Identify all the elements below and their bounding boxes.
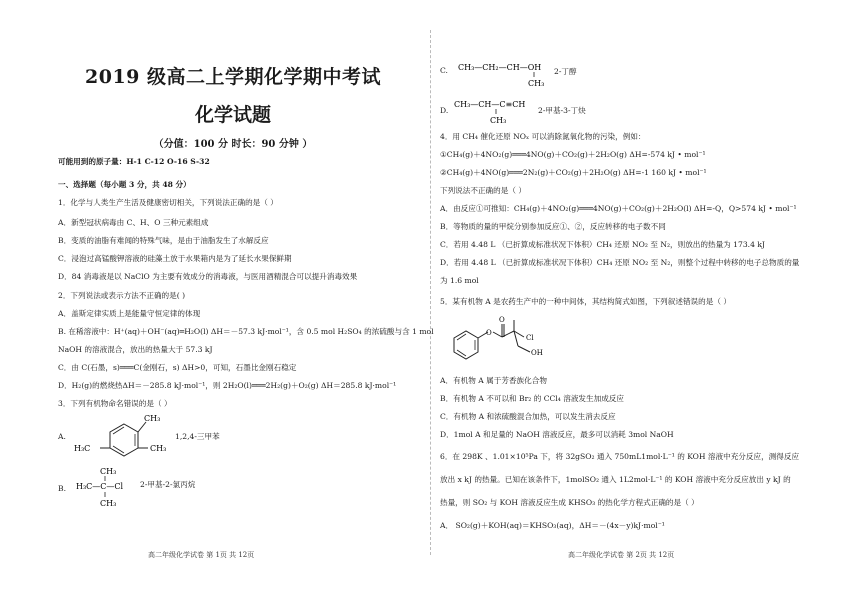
left-column	[58, 0, 434, 595]
q3-option-c-name: 2-丁醇	[554, 67, 577, 76]
q2-option-a: A．盖斯定律实质上是能量守恒定律的体现	[58, 309, 201, 318]
right-column	[440, 0, 815, 595]
q3-option-b-name: 2-甲基-2-氯丙烷	[140, 480, 196, 489]
q5-option-b: B．有机物 A 不可以和 Br₂ 的 CCl₄ 溶液发生加成反应	[440, 394, 624, 403]
q6-option-a: A． SO₂(g)＋KOH(aq)＝KHSO₃(aq)，ΔH＝－(4x－y)kJ·mol⁻¹	[440, 521, 665, 530]
q4-option-a: A．由反应①可推知：CH₄(g)＋4NO₂(g)═══4NO(g)＋CO₂(g)＋2H₂O(l) ΔH=-Q，Q>574 kJ • mol⁻¹	[440, 204, 797, 213]
q3b-top: CH₃	[100, 467, 117, 476]
q2-option-b-line1: B. 在稀溶液中：H⁺(aq)＋OH⁻(aq)═H₂O(l) ΔH＝－57.3 kJ·mol⁻¹，含 0.5 mol H₂SO₄ 的浓硫酸与含 1 mol	[58, 327, 434, 336]
q3-option-a-name: 1,2,4-三甲苯	[175, 432, 220, 441]
q5-option-d: D．1mol A 和足量的 NaOH 溶液反应，最多可以消耗 3mol NaOH	[440, 430, 674, 439]
q1-option-c: C．浸泡过高锰酸钾溶液的硅藻土放于水果箱内是为了延长水果保鲜期	[58, 254, 292, 263]
section-heading: 一、选择题（每小题 3 分，共 48 分）	[58, 180, 191, 189]
column-divider	[430, 30, 431, 555]
q1-option-b: B．变质的油脂有难闻的特殊气味，是由于油脂发生了水解反应	[58, 236, 269, 245]
q5-option-c: C．有机物 A 和浓硫酸混合加热，可以发生消去反应	[440, 412, 616, 421]
q3d-main: CH₃—CH—C≡CH	[454, 100, 526, 109]
footer-left: 高二年级化学试卷 第 1页 共 12页	[148, 551, 255, 559]
q4-option-d-line2: 为 1.6 mol	[440, 276, 479, 285]
q4-option-d-line1: D．若用 4.48 L （已折算成标准状况下体积）CH₄ 还原 NO₂ 至 N₂，则整个过程中转移的电子总物质的量	[440, 258, 800, 267]
q3-option-a-label: A.	[58, 432, 66, 441]
hydroxyl-label: OH	[531, 349, 543, 357]
chloropropane-structure	[72, 464, 142, 510]
q5-option-a: A．有机物 A 属于芳香族化合物	[440, 376, 547, 385]
q4-ask: 下列说法不正确的是（ ）	[440, 186, 526, 195]
q4-option-c: C．若用 4.48 L （已折算成标准状况下体积）CH₄ 还原 NO₂ 至 N₂，则放出的热量为 173.4 kJ	[440, 240, 765, 249]
q4-equation-2: ②CH₄(g)＋4NO(g)═══2N₂(g)＋CO₂(g)＋2H₂O(g) ΔH=-1 160 kJ • mol⁻¹	[440, 168, 707, 177]
q3-option-d-label: D.	[440, 106, 449, 115]
q3a-methyl-left: H₃C	[74, 444, 91, 453]
q3-option-d-name: 2-甲基-3-丁炔	[538, 106, 586, 115]
q3a-methyl-right: CH₃	[150, 444, 167, 453]
score-time-line: （分值：100 分 时长：90 分钟 ）	[153, 139, 313, 150]
q4-stem: 4．用 CH₄ 催化还原 NOₓ 可以消除氮氧化物的污染，例如：	[440, 132, 646, 141]
q3-option-b-label: B.	[58, 484, 66, 493]
q1-option-d: D．84 消毒液是以 NaClO 为主要有效成分的消毒液，与医用酒精混合可以提升消毒效果	[58, 272, 358, 281]
q1-stem: 1．化学与人类生产生活及健康密切相关，下列说法正确的是（ ）	[58, 198, 278, 207]
q2-stem: 2．下列说法或表示方法不正确的是( )	[58, 291, 186, 300]
q2-option-b-line2: NaOH 的溶液混合，放出的热量大于 57.3 kJ	[58, 345, 213, 354]
ester-oxygen: O	[486, 329, 492, 337]
q5-stem: 5．某有机物 A 是农药生产中的一种中间体，其结构简式如图，下列叙述错误的是（ ）	[440, 297, 731, 306]
chlorine-label: Cl	[526, 334, 534, 342]
exam-title: 2019 级高二上学期化学期中考试	[85, 66, 381, 88]
exam-subtitle: 化学试题	[194, 104, 271, 126]
q3c-main: CH₃—CH₂—CH—OH	[458, 63, 542, 72]
q6-line-3: 热量，则 SO₂ 与 KOH 溶液反应生成 KHSO₃ 的热化学方程式正确的是（ ）	[440, 498, 699, 507]
q3-option-c-label: C.	[440, 66, 448, 75]
compound-a-structure	[440, 312, 560, 370]
q2-option-c: C．由 C(石墨，s)═══C(金刚石，s) ΔH>0，可知，石墨比金刚石稳定	[58, 363, 297, 372]
q3a-methyl-top: CH₃	[144, 414, 161, 423]
trimethylbenzene-structure	[72, 410, 182, 466]
q3b-mid: H₃C—C—Cl	[76, 482, 124, 491]
q4-equation-1: ①CH₄(g)＋4NO₂(g)═══4NO(g)＋CO₂(g)＋2H₂O(g) ΔH=-574 kJ • mol⁻¹	[440, 150, 706, 159]
q3d-sub: CH₃	[490, 116, 507, 125]
q3b-bot: CH₃	[100, 499, 117, 508]
q6-line-2: 放出 x kJ 的热量。已知在该条件下，1molSO₂ 通入 1L2mol·L⁻¹ 的 KOH 溶液中充分反应放出 y kJ 的	[440, 475, 791, 484]
q6-line-1: 6．在 298K 、1.01×10⁵Pa 下，将 32gSO₂ 通入 750mL1mol·L⁻¹ 的 KOH 溶液中充分反应，测得反应	[440, 452, 800, 461]
q3-stem: 3．下列有机物命名错误的是（ ）	[58, 399, 172, 408]
q1-option-a: A．新型冠状病毒由 C、H、O 三种元素组成	[58, 218, 209, 227]
q4-option-b: B．等物质的量的甲烷分别参加反应①、②，反应转移的电子数不同	[440, 222, 666, 231]
atomic-mass-line: 可能用到的原子量：H-1 C-12 O-16 S-32	[58, 157, 210, 166]
carbonyl-oxygen: O	[499, 316, 505, 324]
q2-option-d: D．H₂(g)的燃烧热ΔH＝－285.8 kJ·mol⁻¹，则 2H₂O(l)═══2H₂(g)＋O₂(g) ΔH＝285.8 kJ·mol⁻¹	[58, 381, 397, 390]
footer-right: 高二年级化学试卷 第 2页 共 12页	[568, 551, 675, 559]
q3c-sub: CH₃	[528, 79, 545, 88]
